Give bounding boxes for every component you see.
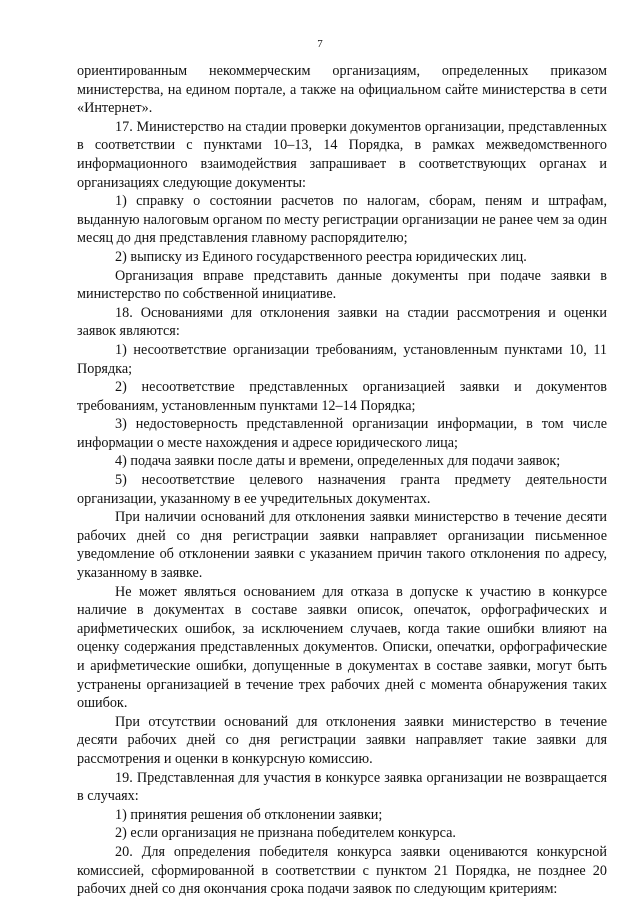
paragraph-18-no-grounds: При отсутствии оснований для отклонения заявки министерство в течение десяти рабочих дней со дня регистрации заявки направляет такие заявки для рассмотрения и оценки в конкурсную комиссию. (77, 713, 607, 767)
paragraph-18-subitem-3: 3) недостоверность представленной организации информации, в том числе информации о месте нахождения и адресе юридического лица; (77, 416, 607, 451)
paragraph-17-subitem-2: 2) выписку из Единого государственного реестра юридических лиц. (115, 248, 527, 265)
paragraph-item-17: 17. Министерство на стадии проверки документов организации, представленных в соответствии с пунктами 10–13, 14 Порядка, в рамках межведомственного информационного взаимодействия запрашивает в соответствующих органах и организациях следующие документы: (77, 118, 607, 191)
paragraph-18-subitem-5: 5) несоответствие целевого назначения гранта предмету деятельности организации, указанному в ее учредительных документах. (77, 472, 607, 507)
paragraph-19-subitem-1: 1) принятия решения об отклонении заявки; (115, 806, 383, 823)
paragraph-19-subitem-2: 2) если организация не признана победителем конкурса. (115, 825, 456, 842)
page-number: 7 (317, 38, 323, 50)
paragraph-continuation: ориентированным некоммерческим организациям, определенных приказом министерства, на едином портале, а также на официальном сайте министерства в сети «Интернет». (77, 63, 607, 117)
paragraph-17-subitem-1: 1) справку о состоянии расчетов по налогам, сборам, пеням и штрафам, выданную налоговым органом по месту регистрации организации не ранее чем за один месяц до дня представления главному распорядителю; (77, 193, 607, 247)
paragraph-item-19: 19. Представленная для участия в конкурсе заявка организации не возвращается в случаях: (77, 769, 607, 805)
paragraph-18-subitem-1: 1) несоответствие организации требованиям, установленным пунктами 10, 11 Порядка; (77, 341, 607, 377)
document-body (77, 62, 607, 899)
paragraph-18-subitem-4: 4) подача заявки после даты и времени, определенных для подачи заявок; (115, 453, 561, 470)
paragraph-item-20: 20. Для определения победителя конкурса заявки оцениваются конкурсной комиссией, сформированной в соответствии с пунктом 21 Порядка, не позднее 20 рабочих дней со дня окончания срока подачи заявок по следующим критериям: (77, 843, 607, 898)
paragraph-item-18: 18. Основаниями для отклонения заявки на стадии рассмотрения и оценки заявок являются: (77, 304, 607, 340)
paragraph-18-subitem-2: 2) несоответствие представленных организацией заявки и документов требованиям, установленным пунктами 12–14 Порядка; (77, 379, 607, 414)
paragraph-18-typos: Не может являться основанием для отказа в допуске к участию в конкурсе наличие в документах в составе заявки описок, опечаток, орфографических и арифметических ошибок, за исключением случаев, когда такие ошибки влияют на оценку содержания представленных документов. Описки, опечатки, орфографические и арифметические ошибки, допущенные в документах в составе заявки, могут быть устранены организацией в течение трех рабочих дней с момента обнаружения таких ошибок. (77, 583, 607, 712)
paragraph-17-note: Организация вправе представить данные документы при подаче заявки в министерство по собственной инициативе. (77, 267, 607, 303)
paragraph-18-rejection-notice: При наличии оснований для отклонения заявки министерство в течение десяти рабочих дней со дня регистрации заявки направляет организации письменное уведомление об отклонении заявки с указанием причин такого отклонения по адресу, указанному в заявке. (77, 509, 607, 582)
